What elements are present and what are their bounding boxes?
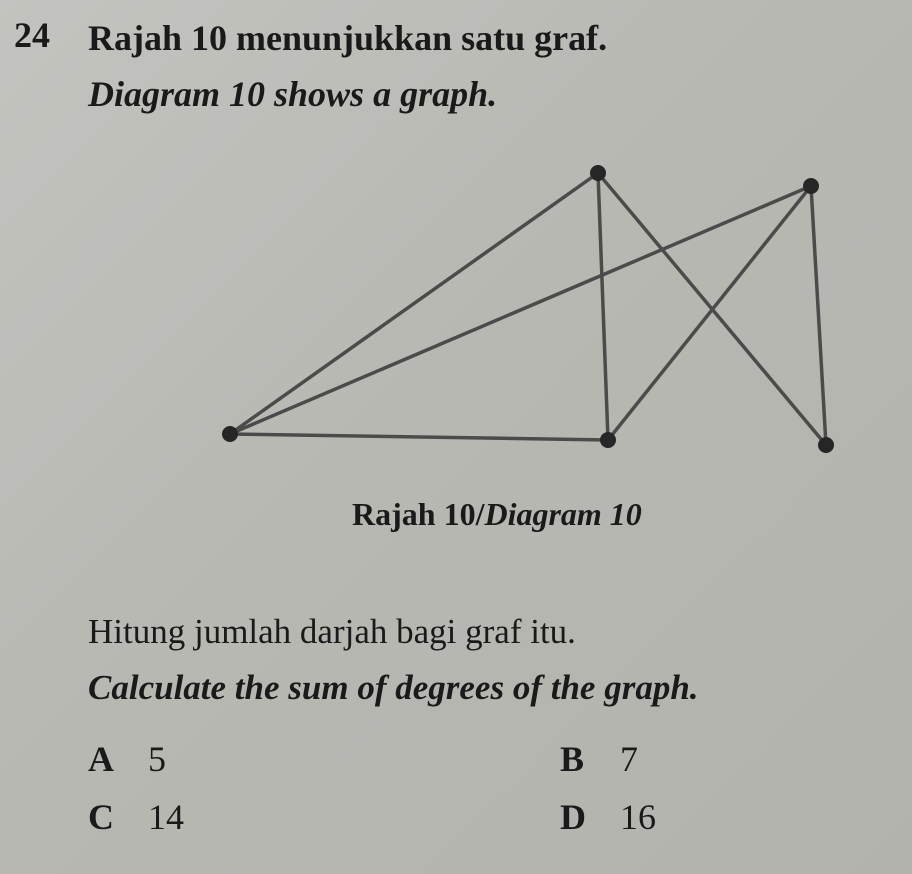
question-text-malay: Rajah 10 menunjukkan satu graf. [88, 18, 608, 58]
option-letter: A [88, 739, 114, 779]
prompt-text-malay: Hitung jumlah darjah bagi graf itu. [88, 612, 576, 651]
question-number: 24 [14, 15, 50, 55]
graph-vertex-top-middle [590, 165, 606, 181]
option-letter: C [88, 797, 114, 837]
option-a[interactable] [88, 738, 166, 780]
graph-edge-top-right-bottom-right [811, 186, 826, 445]
option-value: 14 [148, 797, 184, 837]
question-text-english: Diagram 10 shows a graph. [88, 74, 498, 114]
graph-vertex-left [222, 426, 238, 442]
diagram-caption-english: Diagram 10 [484, 496, 642, 532]
diagram-caption-malay: Rajah 10/ [352, 496, 485, 532]
option-letter: D [560, 797, 586, 837]
graph-vertices [222, 165, 834, 453]
diagram-caption [352, 496, 642, 533]
option-value: 5 [148, 739, 166, 779]
prompt-text-english: Calculate the sum of degrees of the graph. [88, 668, 699, 707]
graph-edge-top-right-bottom-middle [608, 186, 811, 440]
graph-edge-left-bottom-middle [230, 434, 608, 440]
option-value: 7 [620, 739, 638, 779]
option-value: 16 [620, 797, 656, 837]
graph-edge-top-right-left [230, 186, 811, 434]
option-letter: B [560, 739, 585, 779]
graph-edge-top-middle-left [230, 173, 598, 434]
graph-vertex-top-right [803, 178, 819, 194]
graph-vertex-bottom-middle [600, 432, 616, 448]
option-c[interactable] [88, 796, 184, 838]
graph-vertex-bottom-right [818, 437, 834, 453]
option-d[interactable] [560, 796, 656, 838]
graph-edge-top-middle-bottom-middle [598, 173, 608, 440]
graph-edges [230, 173, 826, 445]
option-b[interactable] [560, 738, 638, 780]
